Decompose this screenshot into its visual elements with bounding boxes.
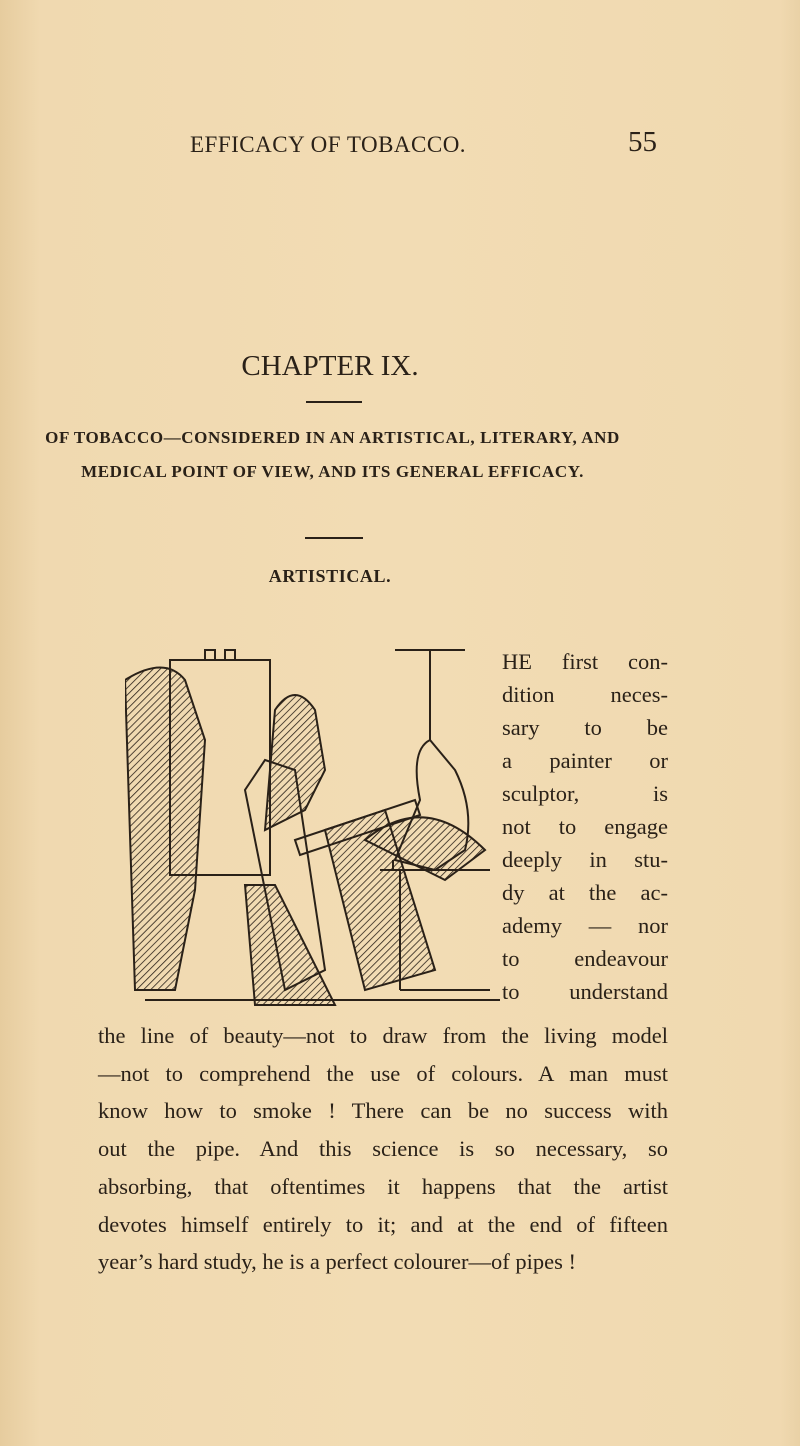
- text-line: dy at the ac-: [502, 880, 668, 905]
- text-line: the line of beauty—not to draw from the living model: [98, 1023, 668, 1048]
- text-line: devotes himself entirely to it; and at the end of fifteen: [98, 1211, 668, 1237]
- page-number: 55: [628, 126, 657, 158]
- text-line: absorbing, that oftentimes it happens that the artist: [98, 1173, 668, 1199]
- text-line: out the pipe. And this science is so necessary, so: [98, 1136, 668, 1162]
- text-line: sculptor, is: [502, 781, 668, 806]
- wrapped-text-column: [502, 645, 668, 1008]
- text-line: to endeavour: [502, 946, 668, 971]
- text-line: ademy — nor: [502, 913, 668, 938]
- text-line: know how to smoke ! There can be no success with: [98, 1098, 668, 1124]
- chapter-subtitle-line: OF TOBACCO—CONSIDERED IN AN ARTISTICAL, LITERARY, AND: [45, 428, 620, 447]
- running-title: EFFICACY OF TOBACCO.: [190, 132, 467, 157]
- text-line: a painter or: [502, 748, 668, 773]
- text-line: dition neces-: [502, 682, 668, 707]
- chapter-title: CHAPTER IX.: [241, 350, 419, 382]
- text-line: to understand: [502, 979, 668, 1004]
- divider: [305, 537, 363, 539]
- text-line: deeply in stu-: [502, 847, 668, 872]
- text-line: sary to be: [502, 715, 668, 740]
- text-line: year’s hard study, he is a perfect colourer—of pipes !: [98, 1249, 576, 1275]
- section-heading: ARTISTICAL.: [268, 566, 392, 586]
- divider: [306, 401, 362, 403]
- text-line: —not to comprehend the use of colours. A man must: [98, 1060, 668, 1086]
- text-line: HE first con-: [502, 649, 668, 674]
- body-paragraph: [98, 1017, 668, 1281]
- chapter-subtitle-line: MEDICAL POINT OF VIEW, AND ITS GENERAL EFFICACY.: [81, 462, 584, 481]
- artists-studio-engraving-icon: [125, 640, 500, 1012]
- text-line: not to engage: [502, 814, 668, 839]
